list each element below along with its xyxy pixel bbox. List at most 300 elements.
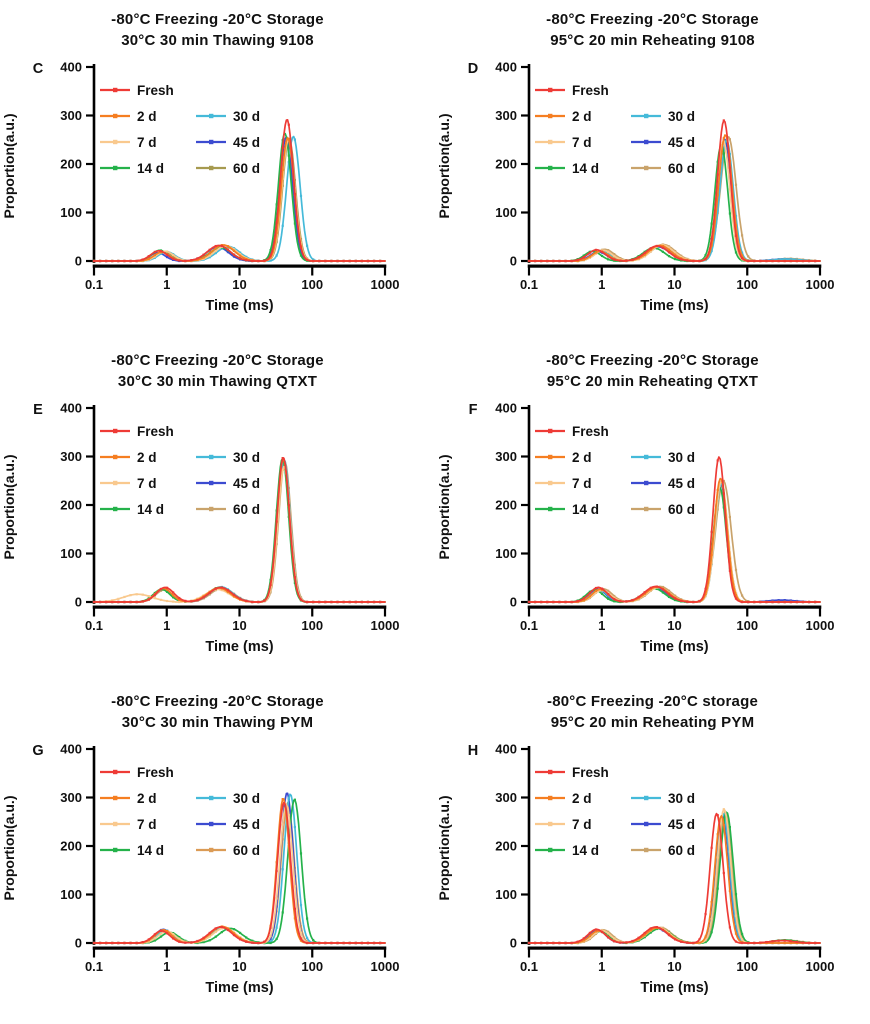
legend-label: 2 d: [572, 791, 592, 806]
series-marker: [245, 941, 247, 943]
series-marker: [619, 600, 621, 602]
series-marker: [771, 601, 773, 603]
series-marker: [355, 942, 357, 944]
series-30d-line: [529, 814, 820, 943]
series-marker: [607, 593, 609, 595]
y-tick-label: 100: [60, 205, 82, 220]
series-marker: [589, 932, 591, 934]
legend-label: 30 d: [668, 791, 696, 806]
series-marker: [343, 601, 345, 603]
legend-swatch-marker: [644, 507, 648, 511]
series-marker: [778, 942, 780, 944]
y-tick-label: 200: [495, 838, 517, 854]
series-marker: [336, 601, 338, 603]
series-marker: [534, 601, 536, 603]
legend-label: Fresh: [572, 83, 609, 98]
series-marker: [154, 254, 156, 256]
series-marker: [184, 942, 186, 944]
series-marker: [637, 596, 639, 598]
series-marker: [692, 260, 694, 262]
legend-item: [100, 83, 174, 98]
legend-item: [535, 450, 592, 465]
series-marker: [190, 600, 192, 602]
series-marker: [294, 826, 296, 828]
x-tick-label: 0.1: [519, 618, 539, 633]
series-marker: [172, 937, 174, 939]
series-marker: [674, 258, 676, 260]
series-marker: [583, 256, 585, 258]
plot-H: [435, 733, 870, 1023]
panel-C: [0, 0, 435, 341]
series-marker: [276, 870, 278, 872]
legend-swatch-marker: [113, 140, 117, 144]
series-marker: [711, 918, 713, 920]
series-marker: [111, 260, 113, 262]
y-tick-label: 0: [509, 935, 517, 951]
series-2d-line: [529, 816, 820, 943]
legend-item: [100, 843, 164, 858]
y-tick-label: 0: [509, 594, 517, 610]
series-marker: [282, 169, 284, 171]
series-marker: [233, 250, 235, 252]
series-marker: [741, 942, 743, 944]
legend-swatch-marker: [548, 88, 552, 92]
series-marker: [294, 576, 296, 578]
legend-label: 14 d: [572, 502, 600, 517]
series-marker: [558, 260, 560, 262]
series-45d-line: [94, 793, 385, 943]
x-tick-label: 0.1: [519, 277, 539, 292]
series-marker: [729, 516, 731, 518]
series-marker: [269, 927, 271, 929]
y-tick-label: 300: [60, 449, 82, 464]
series-marker: [668, 596, 670, 598]
series-marker: [686, 259, 688, 261]
series-marker: [312, 942, 314, 944]
series-marker: [662, 591, 664, 593]
series-marker: [595, 251, 597, 253]
series-marker: [129, 594, 131, 596]
legend-swatch-marker: [548, 848, 552, 852]
series-marker: [601, 931, 603, 933]
series-marker: [814, 942, 816, 944]
series-marker: [318, 601, 320, 603]
legend-item: [196, 135, 260, 150]
legend-label: 2 d: [572, 450, 592, 465]
legend-swatch-marker: [548, 770, 552, 774]
series-marker: [747, 942, 749, 944]
legend-swatch-marker: [548, 507, 552, 511]
series-marker: [753, 601, 755, 603]
series-marker: [729, 167, 731, 169]
series-marker: [558, 601, 560, 603]
x-tick-label: 1000: [370, 959, 400, 974]
panel-title-line2: 95°C 20 min Reheating QTXT: [546, 373, 759, 390]
series-marker: [172, 600, 174, 602]
series-marker: [741, 601, 743, 603]
x-tick-label: 100: [736, 277, 759, 292]
series-marker: [221, 931, 223, 933]
series-marker: [282, 147, 284, 149]
y-tick-label: 100: [60, 546, 82, 561]
series-marker: [227, 589, 229, 591]
series-marker: [215, 931, 217, 933]
series-marker: [276, 938, 278, 940]
legend-swatch-marker: [548, 822, 552, 826]
legend-label: Fresh: [137, 765, 174, 780]
series-60d-line: [529, 137, 820, 261]
series-marker: [300, 852, 302, 854]
legend-swatch-marker: [548, 140, 552, 144]
series-marker: [312, 601, 314, 603]
series-marker: [245, 259, 247, 261]
series-marker: [123, 942, 125, 944]
series-marker: [674, 256, 676, 258]
legend-swatch-marker: [644, 796, 648, 800]
x-tick-label: 0.1: [519, 959, 539, 974]
legend-label: 30 d: [668, 450, 696, 465]
series-marker: [379, 260, 381, 262]
x-tick-label: 0.1: [84, 277, 104, 292]
series-marker: [269, 935, 271, 937]
x-axis-label: Time (ms): [205, 639, 274, 655]
legend-item: [100, 817, 157, 832]
legend-label: Fresh: [572, 765, 609, 780]
panel-title: [435, 0, 870, 51]
series-marker: [233, 254, 235, 256]
series-marker: [735, 893, 737, 895]
series-marker: [656, 926, 658, 928]
series-marker: [148, 258, 150, 260]
legend-swatch-marker: [209, 848, 213, 852]
legend-swatch-marker: [113, 796, 117, 800]
series-marker: [233, 594, 235, 596]
legend-swatch-marker: [209, 796, 213, 800]
legend-label: 60 d: [233, 843, 261, 858]
series-marker: [723, 808, 725, 810]
series-marker: [251, 260, 253, 262]
x-tick-label: 1: [163, 277, 171, 292]
panel-title-line2: 30°C 30 min Thawing QTXT: [117, 373, 318, 390]
x-tick-label: 10: [232, 959, 247, 974]
series-marker: [741, 257, 743, 259]
legend-label: 2 d: [137, 791, 157, 806]
series-marker: [808, 601, 810, 603]
series-marker: [166, 932, 168, 934]
y-tick-label: 300: [60, 108, 82, 123]
legend-item: [196, 161, 260, 176]
x-tick-label: 1: [163, 959, 171, 974]
y-tick-label: 100: [495, 546, 517, 561]
series-marker: [355, 601, 357, 603]
series-marker: [361, 601, 363, 603]
series-marker: [379, 942, 381, 944]
series-marker: [349, 260, 351, 262]
series-marker: [373, 601, 375, 603]
series-marker: [148, 938, 150, 940]
series-marker: [601, 255, 603, 257]
series-marker: [111, 942, 113, 944]
series-marker: [166, 254, 168, 256]
series-marker: [324, 942, 326, 944]
legend-label: 30 d: [233, 791, 261, 806]
legend-swatch-marker: [548, 796, 552, 800]
legend-swatch-marker: [113, 481, 117, 485]
series-marker: [184, 260, 186, 262]
x-tick-label: 10: [232, 618, 247, 633]
series-marker: [263, 600, 265, 602]
series-marker: [99, 260, 101, 262]
series-marker: [717, 856, 719, 858]
series-marker: [276, 927, 278, 929]
series-marker: [729, 138, 731, 140]
y-tick-label: 100: [60, 887, 82, 902]
series-marker: [607, 255, 609, 257]
series-marker: [631, 940, 633, 942]
series-marker: [528, 260, 530, 262]
series-marker: [282, 457, 284, 459]
series-marker: [178, 259, 180, 261]
y-tick-label: 200: [60, 838, 82, 854]
series-marker: [771, 940, 773, 942]
x-tick-label: 10: [667, 277, 682, 292]
plot-F: [435, 392, 870, 682]
series-2d-line: [529, 135, 820, 261]
plot-G: [0, 733, 435, 1023]
series-marker: [215, 250, 217, 252]
series-marker: [300, 599, 302, 601]
series-marker: [324, 260, 326, 262]
legend-label: 45 d: [668, 476, 696, 491]
legend-swatch-marker: [113, 822, 117, 826]
legend-swatch-marker: [113, 88, 117, 92]
series-marker: [282, 225, 284, 227]
series-marker: [546, 942, 548, 944]
panel-title-line1: -80°C Freezing -20°C Storage: [111, 693, 324, 710]
x-tick-label: 1: [598, 277, 606, 292]
series-marker: [276, 203, 278, 205]
series-marker: [711, 901, 713, 903]
series-30d-line: [94, 137, 385, 262]
series-marker: [343, 942, 345, 944]
series-marker: [227, 929, 229, 931]
series-marker: [802, 260, 804, 262]
series-marker: [166, 600, 168, 602]
series-marker: [142, 941, 144, 943]
series-marker: [723, 137, 725, 139]
series-marker: [282, 911, 284, 913]
y-tick-label: 400: [60, 59, 82, 75]
series-marker: [552, 601, 554, 603]
series-marker: [269, 584, 271, 586]
series-marker: [361, 260, 363, 262]
plot-E: [0, 392, 435, 682]
series-marker: [717, 888, 719, 890]
panel-E: [0, 341, 435, 682]
series-marker: [202, 596, 204, 598]
series-marker: [619, 260, 621, 262]
series-marker: [294, 885, 296, 887]
y-tick-label: 300: [495, 790, 517, 805]
legend-label: 45 d: [668, 817, 696, 832]
series-60d-line: [529, 481, 820, 602]
legend-item: [196, 476, 260, 491]
series-marker: [99, 601, 101, 603]
legend-label: 7 d: [572, 135, 592, 150]
series-marker: [172, 591, 174, 593]
series-marker: [656, 585, 658, 587]
panel-title-line1: -80°C Freezing -20°C Storage: [546, 352, 759, 369]
series-marker: [379, 601, 381, 603]
series-marker: [257, 260, 259, 262]
series-marker: [209, 592, 211, 594]
series-marker: [202, 254, 204, 256]
series-marker: [698, 941, 700, 943]
series-marker: [613, 598, 615, 600]
x-axis: [528, 947, 822, 950]
legend-label: 7 d: [137, 476, 157, 491]
series-marker: [717, 833, 719, 835]
series-marker: [704, 588, 706, 590]
series-marker: [619, 941, 621, 943]
y-tick-label: 200: [60, 497, 82, 513]
series-marker: [263, 260, 265, 262]
legend-label: 14 d: [572, 161, 600, 176]
series-marker: [534, 260, 536, 262]
series-marker: [577, 600, 579, 602]
series-marker: [251, 601, 253, 603]
series-marker: [306, 917, 308, 919]
legend-label: 7 d: [572, 476, 592, 491]
series-marker: [747, 601, 749, 603]
series-marker: [196, 599, 198, 601]
series-marker: [294, 799, 296, 801]
legend-swatch-marker: [644, 166, 648, 170]
series-marker: [784, 940, 786, 942]
legend-item: [631, 109, 695, 124]
series-marker: [148, 598, 150, 600]
series-marker: [136, 601, 138, 603]
series-marker: [245, 600, 247, 602]
legend-label: 14 d: [137, 161, 165, 176]
series-marker: [625, 600, 627, 602]
series-marker: [796, 601, 798, 603]
panel-title-line1: -80°C Freezing -20°C storage: [547, 693, 758, 710]
legend-item: [196, 502, 260, 517]
series-marker: [765, 601, 767, 603]
series-marker: [282, 804, 284, 806]
y-tick-label: 0: [509, 253, 517, 269]
series-marker: [607, 598, 609, 600]
series-marker: [209, 939, 211, 941]
series-45d-line: [94, 137, 385, 261]
y-axis-label: Proportion(a.u.): [1, 113, 17, 219]
series-marker: [650, 247, 652, 249]
series-marker: [361, 942, 363, 944]
legend-item: [535, 791, 592, 806]
series-marker: [117, 598, 119, 600]
series-marker: [674, 938, 676, 940]
y-tick-label: 200: [495, 497, 517, 513]
series-marker: [178, 938, 180, 940]
x-tick-label: 1000: [805, 277, 835, 292]
series-marker: [196, 940, 198, 942]
series-marker: [160, 933, 162, 935]
series-marker: [294, 139, 296, 141]
series-marker: [300, 937, 302, 939]
series-marker: [692, 942, 694, 944]
series-marker: [680, 600, 682, 602]
series-marker: [735, 915, 737, 917]
series-marker: [729, 212, 731, 214]
series-marker: [318, 942, 320, 944]
series-marker: [723, 493, 725, 495]
legend-swatch-marker: [209, 481, 213, 485]
legend-label: 7 d: [137, 135, 157, 150]
series-marker: [136, 260, 138, 262]
y-tick-label: 400: [495, 741, 517, 757]
legend-item: [535, 765, 609, 780]
series-marker: [221, 926, 223, 928]
series-marker: [723, 152, 725, 154]
series-marker: [735, 184, 737, 186]
series-marker: [540, 942, 542, 944]
series-marker: [215, 588, 217, 590]
series-marker: [251, 942, 253, 944]
series-marker: [747, 255, 749, 257]
series-marker: [552, 942, 554, 944]
series-45d-line: [529, 139, 820, 261]
series-marker: [196, 257, 198, 259]
series-marker: [595, 587, 597, 589]
series-marker: [723, 872, 725, 874]
series-marker: [221, 586, 223, 588]
series-60d-line: [94, 139, 385, 261]
series-marker: [625, 260, 627, 262]
series-marker: [123, 596, 125, 598]
series-marker: [257, 601, 259, 603]
panel-letter: G: [32, 743, 44, 759]
series-marker: [239, 938, 241, 940]
series-marker: [276, 221, 278, 223]
x-tick-label: 1: [163, 618, 171, 633]
series-marker: [117, 942, 119, 944]
series-marker: [306, 601, 308, 603]
series-marker: [528, 942, 530, 944]
legend-swatch-marker: [548, 166, 552, 170]
series-2d-line: [529, 479, 820, 602]
legend-label: 2 d: [137, 450, 157, 465]
legend-item: [535, 424, 609, 439]
series-marker: [160, 935, 162, 937]
series-marker: [717, 814, 719, 816]
x-axis: [93, 947, 387, 950]
x-tick-label: 1000: [805, 618, 835, 633]
x-tick-label: 100: [301, 959, 324, 974]
y-tick-label: 300: [495, 449, 517, 464]
series-marker: [564, 942, 566, 944]
series-marker: [613, 937, 615, 939]
series-45d-line: [529, 482, 820, 602]
legend-swatch-marker: [113, 429, 117, 433]
series-marker: [583, 937, 585, 939]
series-marker: [546, 601, 548, 603]
legend-swatch-marker: [209, 166, 213, 170]
legend-label: 14 d: [137, 843, 165, 858]
series-marker: [796, 260, 798, 262]
series-marker: [336, 942, 338, 944]
series-2d-line: [94, 138, 385, 261]
